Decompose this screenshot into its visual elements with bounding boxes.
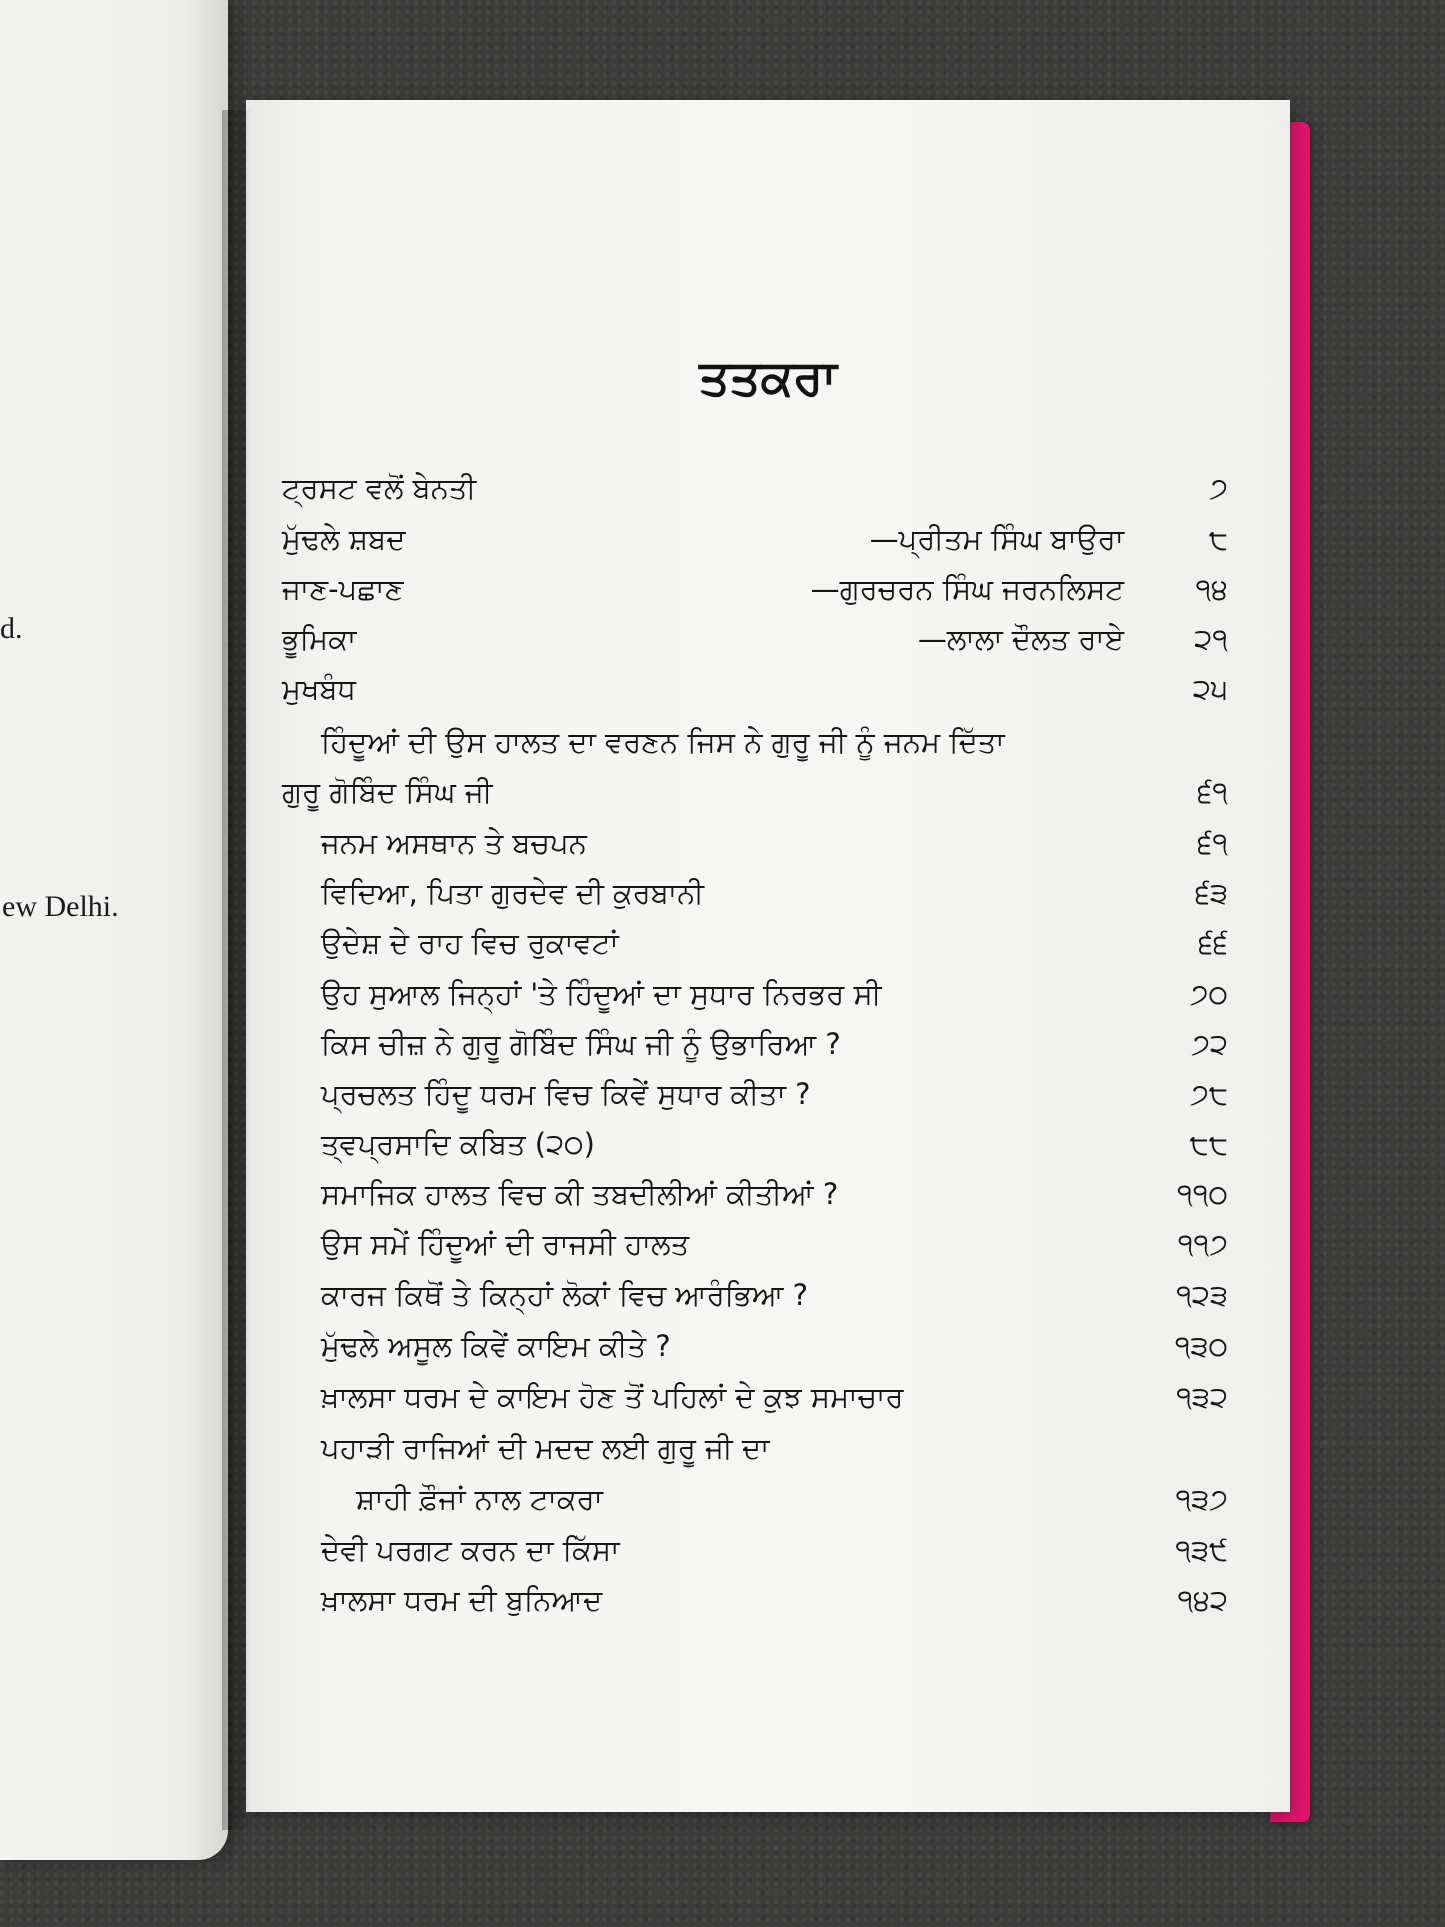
toc-entry: [246, 522, 1290, 561]
toc-entry-title: ਉਹ ਸੁਆਲ ਜਿਨ੍ਹਾਂ 'ਤੇ ਹਿੰਦੂਆਂ ਦਾ ਸੁਧਾਰ ਨਿਰਭਰ ਸੀ: [321, 977, 882, 1011]
toc-entry-page-number: ੭: [1209, 471, 1228, 505]
toc-entry-title: ਕਾਰਜ ਕਿਥੋਂ ਤੇ ਕਿਨ੍ਹਾਂ ਲੋਕਾਂ ਵਿਚ ਆਰੰਭਿਆ ?: [321, 1278, 809, 1312]
toc-entry-page-number: ੧੩੭: [1175, 1482, 1228, 1516]
toc-entry-title: ਸ਼ਾਹੀ ਫ਼ੌਜਾਂ ਨਾਲ ਟਾਕਰਾ: [356, 1482, 603, 1516]
toc-entry-title: ਦੇਵੀ ਪਰਗਟ ਕਰਨ ਦਾ ਕਿੱਸਾ: [321, 1533, 620, 1567]
right-page: [246, 100, 1290, 1812]
toc-entry: [246, 672, 1290, 711]
toc-entry-author: —ਗੁਰਚਰਨ ਸਿੰਘ ਜਰਨਲਿਸਟ: [810, 572, 1124, 606]
toc-entry: [246, 1027, 1290, 1066]
toc-entry-title: ਮੁੱਢਲੇ ਅਸੂਲ ਕਿਵੇਂ ਕਾਇਮ ਕੀਤੇ ?: [321, 1329, 671, 1363]
toc-entry-page-number: ੧੩੨: [1176, 1380, 1228, 1414]
toc-entry-title: ਉਸ ਸਮੇਂ ਹਿੰਦੂਆਂ ਦੀ ਰਾਜਸੀ ਹਾਲਤ: [321, 1227, 690, 1261]
toc-entry-title: ਮੁਖਬੰਧ: [282, 672, 356, 706]
toc-entry-page-number: ੧੪੨: [1177, 1583, 1228, 1617]
toc-entry: [246, 1533, 1290, 1572]
toc-entry-page-number: ੧੧੦: [1177, 1177, 1228, 1211]
toc-entry-page-number: ੧੪: [1195, 572, 1228, 606]
toc-entry-title: ਤ੍ਵਪ੍ਰਸਾਦਿ ਕਬਿਤ (੨੦): [321, 1127, 595, 1161]
toc-entry: [246, 1077, 1290, 1116]
toc-entry-page-number: ੧੩੦: [1174, 1329, 1228, 1363]
toc-entry: [246, 977, 1290, 1016]
toc-entry-title: ਟ੍ਰਸਟ ਵਲੋਂ ਬੇਨਤੀ: [282, 471, 477, 505]
toc-entry-page-number: ੨੫: [1192, 672, 1228, 706]
toc-entry: [246, 826, 1290, 865]
toc-entry-page-number: ੧੩੯: [1175, 1533, 1228, 1567]
toc-entry-author: —ਪ੍ਰੀਤਮ ਸਿੰਘ ਬਾਉਰਾ: [869, 522, 1124, 556]
toc-entry-page-number: ੭੮: [1190, 1077, 1228, 1111]
toc-entry-author: —ਲਾਲਾ ਦੌਲਤ ਰਾਏ: [917, 622, 1124, 656]
left-page-fragment: d.: [0, 612, 23, 645]
toc-entry-page-number: ੧੨੩: [1176, 1278, 1228, 1312]
toc-entry: [246, 622, 1290, 661]
toc-entry-title: ਉਦੇਸ਼ ਦੇ ਰਾਹ ਵਿਚ ਰੁਕਾਵਟਾਂ: [321, 926, 619, 960]
toc-entry-page-number: ੬੧: [1197, 775, 1228, 809]
toc-entry: [246, 1380, 1290, 1419]
toc-entry-title: ਜਾਣ-ਪਛਾਣ: [282, 572, 404, 606]
toc-entry-title: ਭੂਮਿਕਾ: [282, 622, 357, 656]
toc-entry-page-number: ੬੬: [1198, 926, 1228, 960]
toc-entry: [246, 1431, 1290, 1470]
left-page-fragment: ew Delhi.: [2, 890, 119, 923]
toc-entry-page-number: ੮: [1208, 522, 1228, 556]
toc-entry-page-number: ੭੦: [1189, 977, 1228, 1011]
page-title: ਤਤਕਰਾ: [699, 350, 837, 406]
toc-entry: [246, 876, 1290, 915]
toc-entry-title: ਜਨਮ ਅਸਥਾਨ ਤੇ ਬਚਪਨ: [321, 826, 587, 860]
toc-entry: [246, 1278, 1290, 1317]
toc-entry-page-number: ੬੧: [1197, 826, 1228, 860]
toc-entry: [246, 775, 1290, 814]
toc-entry: [246, 725, 1290, 764]
toc-entry-page-number: ੭੨: [1191, 1027, 1228, 1061]
toc-entry: [246, 926, 1290, 965]
book-gutter-shadow: [222, 110, 252, 1830]
toc-entry-title: ਹਿੰਦੂਆਂ ਦੀ ਉਸ ਹਾਲਤ ਦਾ ਵਰਣਨ ਜਿਸ ਨੇ ਗੁਰੂ ਜੀ ਨੂੰ ਜਨਮ ਦਿੱਤਾ: [321, 725, 1005, 759]
toc-entry: [246, 1227, 1290, 1266]
toc-entry-title: ਖ਼ਾਲਸਾ ਧਰਮ ਦੇ ਕਾਇਮ ਹੋਣ ਤੋਂ ਪਹਿਲਾਂ ਦੇ ਕੁਝ ਸਮਾਚਾਰ: [321, 1380, 904, 1414]
toc-entry: [246, 1127, 1290, 1166]
toc-entry: [246, 1583, 1290, 1622]
toc-entry: [246, 1177, 1290, 1216]
toc-entry-page-number: ੨੧: [1194, 622, 1228, 656]
toc-entry-page-number: ੮੮: [1189, 1127, 1228, 1161]
toc-entry: [246, 1482, 1290, 1521]
toc-entry-title: ਕਿਸ ਚੀਜ਼ ਨੇ ਗੁਰੂ ਗੋਬਿੰਦ ਸਿੰਘ ਜੀ ਨੂੰ ਉਭਾਰਿਆ ?: [321, 1027, 841, 1061]
toc-entry-page-number: ੧੧੭: [1177, 1227, 1228, 1261]
left-page: [0, 0, 228, 1860]
toc-entry-title: ਸਮਾਜਿਕ ਹਾਲਤ ਵਿਚ ਕੀ ਤਬਦੀਲੀਆਂ ਕੀਤੀਆਂ ?: [321, 1177, 839, 1211]
toc-entry-title: ਵਿਦਿਆ, ਪਿਤਾ ਗੁਰਦੇਵ ਦੀ ਕੁਰਬਾਨੀ: [321, 876, 705, 910]
toc-entry-title: ਪਹਾੜੀ ਰਾਜਿਆਂ ਦੀ ਮਦਦ ਲਈ ਗੁਰੂ ਜੀ ਦਾ: [321, 1431, 770, 1465]
toc-entry-title: ਪ੍ਰਚਲਤ ਹਿੰਦੂ ਧਰਮ ਵਿਚ ਕਿਵੇਂ ਸੁਧਾਰ ਕੀਤਾ ?: [321, 1077, 811, 1111]
toc-entry: [246, 1329, 1290, 1368]
toc-entry: [246, 471, 1290, 510]
toc-entry-title: ਮੁੱਢਲੇ ਸ਼ਬਦ: [282, 522, 406, 556]
toc-entry-title: ਗੁਰੂ ਗੋਬਿੰਦ ਸਿੰਘ ਜੀ: [282, 775, 493, 809]
toc-entry-title: ਖ਼ਾਲਸਾ ਧਰਮ ਦੀ ਬੁਨਿਆਦ: [321, 1583, 603, 1617]
toc-entry: [246, 572, 1290, 611]
toc-entry-page-number: ੬੩: [1195, 876, 1228, 910]
